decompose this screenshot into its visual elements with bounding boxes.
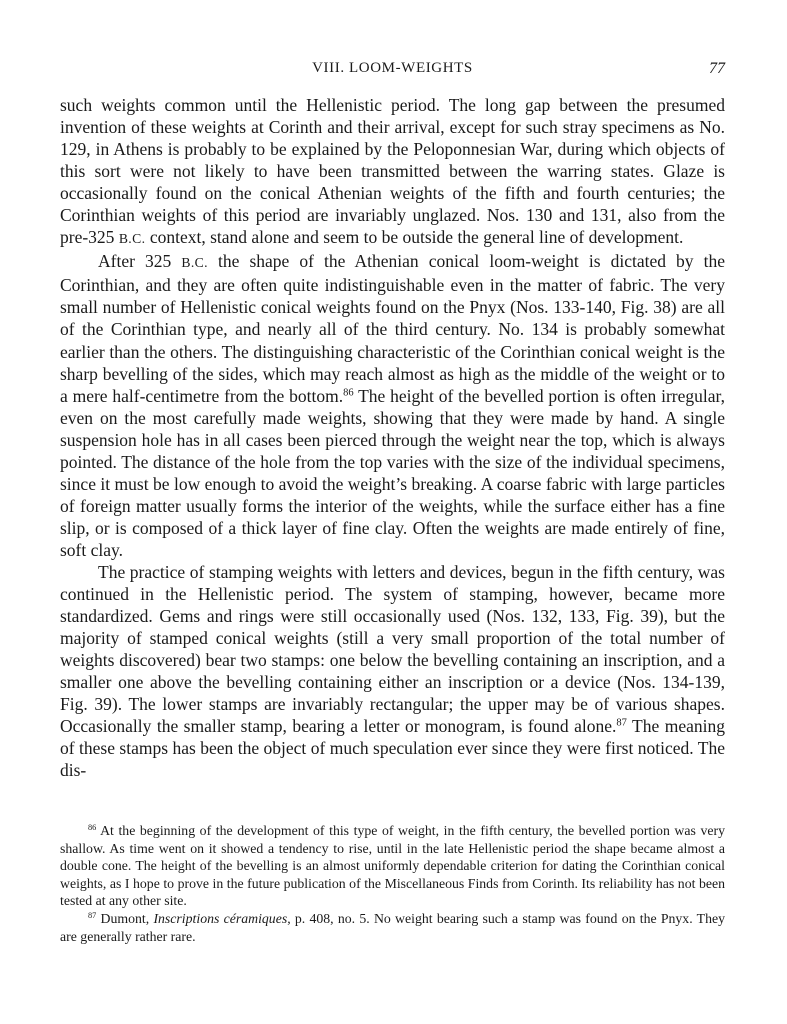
running-head: [60, 60, 725, 82]
paragraph: After 325 B.C. the shape of the Athenian conical loom-weight is dictated by the Corinthian, and they are often quite indistinguishable even in the matter of fabric. The very small number of Hellenistic conical weights found on the Pnyx (Nos. 133-140, Fig. 38) are all of the Corinthian type, and nearly all of the third century. No. 134 is probably somewhat earlier than the others. The distinguishing characteristic of the Corinthian conical weight is the sharp bevelling of the sides, which may reach almost as high as the middle of the weight or to a mere half-centimetre from the bottom.$^{86}$ The height of the bevelled portion is often irregular, even on the most carefully made weights, showing that they were made by hand. A single suspension hole has in all cases been pierced through the weight near the top, which is always pointed. The distance of the hole from the top varies with the size of the individual specimens, since it must be low enough to avoid the weight’s breaking. A coarse fabric with large particles of foreign matter usually forms the interior of the weights, while the surface either has a fine slip, or is composed of a thick layer of fine clay. Often the weights are made entirely of fine, soft clay.: [60, 251, 725, 560]
abbreviation-bc: B.C.: [181, 255, 208, 271]
footnotes: [60, 822, 725, 945]
body-text: [60, 94, 725, 781]
paragraph: The practice of stamping weights with letters and devices, begun in the fifth century, was continued in the Hellenistic period. The system of stamping, however, became more standardized. Gems and rings were still occasionally used (Nos. 132, 133, Fig. 39), but the majority of stamped conical weights (still a very small proportion of the total number of weights discovered) bear two stamps: one below the bevelling containing an inscription, and a smaller one above the bevelling containing either an inscription or a device (Nos. 134-139, Fig. 39). The lower stamps are invariably rectangular; the upper may be of various shapes. Occasionally the smaller stamp, bearing a letter or monogram, is found alone.$^{87}$ The meaning of these stamps has been the object of much speculation ever since they were first noticed. The dis-: [60, 561, 725, 781]
page-number: 77: [709, 60, 725, 77]
paragraph: such weights common until the Hellenistic period. The long gap between the presumed invention of these weights at Corinth and their arrival, except for such stray specimens as No. 129, in Athens is probably to be explained by the Peloponnesian War, during which objects of this sort were not likely to have been transmitted between the warring states. Glaze is occasionally found on the conical Athenian weights of the fifth and fourth centuries; the Corinthian weights of this period are invariably unglazed. Nos. 130 and 131, also from the pre-325 B.C. context, stand alone and seem to be outside the general line of development.: [60, 95, 725, 248]
footnote-87: $^{87}$ Dumont, Inscriptions céramiques, p. 408, no. 5. No weight bearing such a stamp was found on the Pnyx. They are generally rather rare.: [60, 910, 725, 944]
footnote-ref-86[interactable]: 86: [343, 387, 354, 399]
footnote-number: 87: [88, 911, 97, 921]
footnote-number: 86: [88, 823, 97, 833]
chapter-title: VIII. LOOM-WEIGHTS: [312, 60, 473, 76]
footnote-86: $^{86}$ At the beginning of the development of this type of weight, in the fifth century, the bevelled portion was very shallow. As time went on it showed a tendency to rise, until in the late Hellenistic period the shape became almost a double cone. The height of the bevelling is an almost uniformly dependable criterion for dating the Corinthian conical weights, as I hope to prove in the future publication of the Miscellaneous Finds from Corinth. Its reliability has not been tested at any other site.: [60, 823, 725, 909]
cited-title: Inscriptions céramiques: [153, 910, 288, 926]
abbreviation-bc: B.C.: [118, 231, 146, 247]
footnote-ref-87[interactable]: 87: [616, 718, 627, 730]
